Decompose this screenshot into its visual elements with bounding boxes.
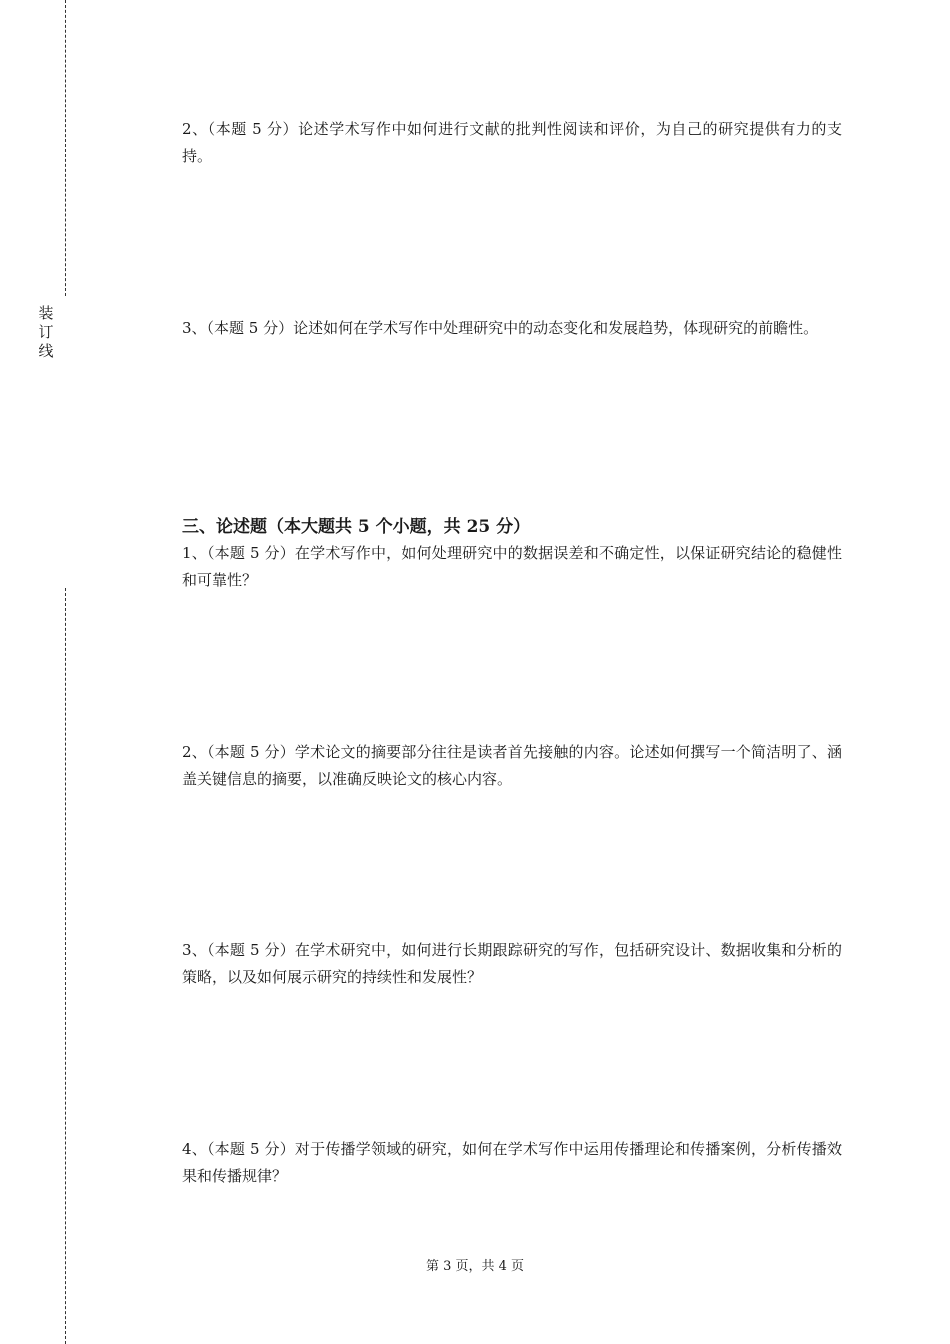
question-3-1: 1、（本题 5 分）在学术写作中，如何处理研究中的数据误差和不确定性，以保证研究结论的稳健性和可靠性？ — [182, 544, 842, 589]
section-title: 三、论述题（本大题共 5 个小题，共 25 分） — [182, 517, 531, 537]
question-2-2: 2、（本题 5 分）论述学术写作中如何进行文献的批判性阅读和评价，为自己的研究提供有力的支持。 — [182, 120, 842, 165]
binding-label — [36, 304, 56, 361]
binding-label-char: 订 — [38, 323, 54, 341]
question-2-3: 3、（本题 5 分）论述如何在学术写作中处理研究中的动态变化和发展趋势，体现研究的前瞻性。 — [182, 319, 819, 337]
binding-line-bottom — [65, 588, 66, 1344]
question-3-2: 2、（本题 5 分）学术论文的摘要部分往往是读者首先接触的内容。论述如何撰写一个简洁明了、涵盖关键信息的摘要，以准确反映论文的核心内容。 — [182, 743, 842, 788]
binding-label-char: 线 — [38, 342, 54, 360]
page-number: 第 3 页，共 4 页 — [425, 1259, 525, 1274]
question-3-3: 3、（本题 5 分）在学术研究中，如何进行长期跟踪研究的写作，包括研究设计、数据收集和分析的策略，以及如何展示研究的持续性和发展性？ — [182, 941, 842, 986]
binding-line-top — [65, 0, 66, 296]
question-3-4: 4、（本题 5 分）对于传播学领域的研究，如何在学术写作中运用传播理论和传播案例，分析传播效果和传播规律？ — [182, 1140, 842, 1185]
binding-label-char: 装 — [38, 304, 54, 322]
